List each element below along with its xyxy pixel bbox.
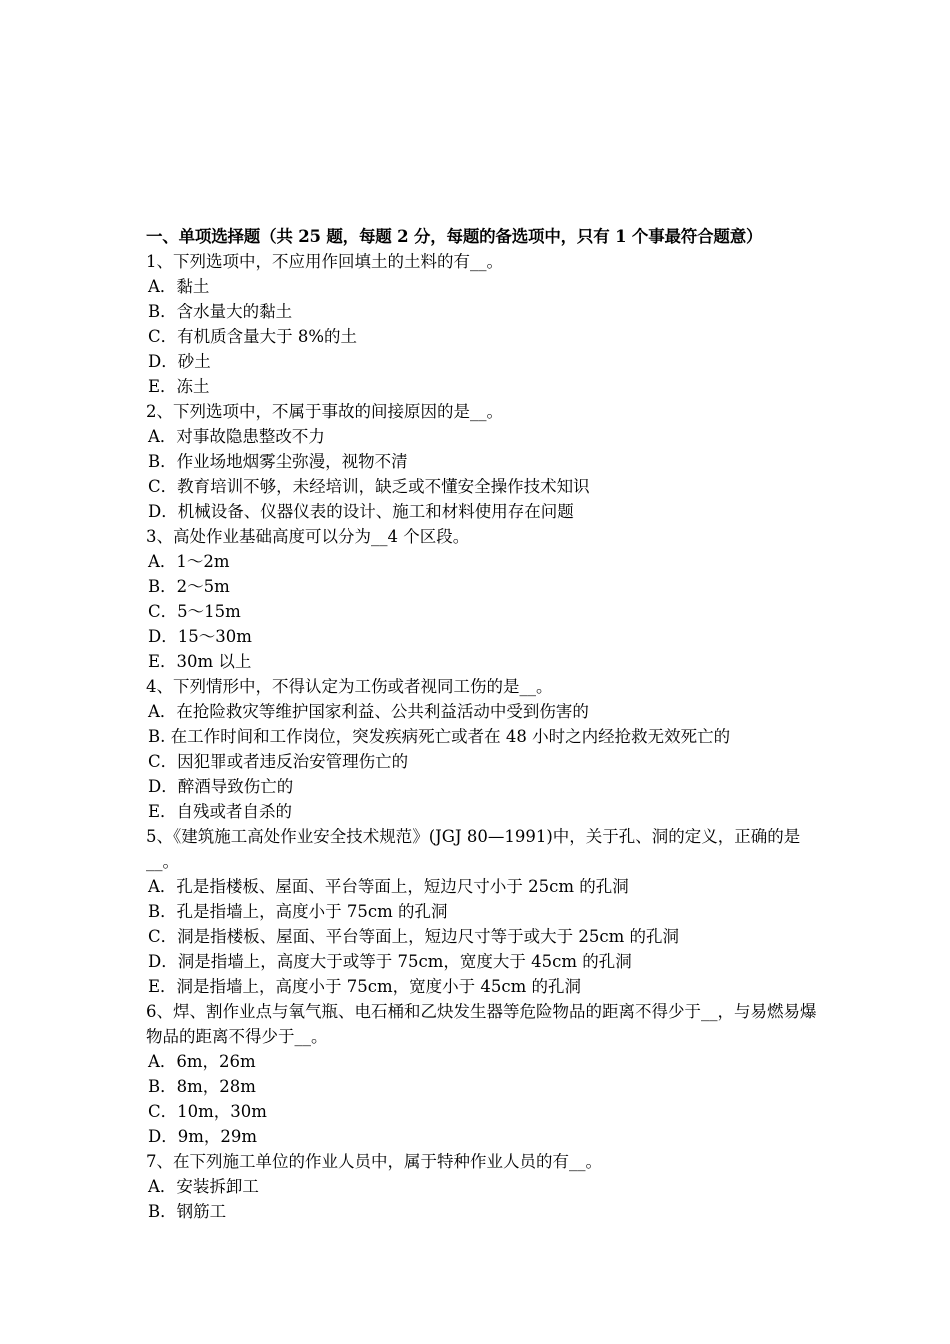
option: D．醉酒导致伤亡的 — [148, 777, 294, 796]
option: A．安装拆卸工 — [148, 1177, 259, 1196]
question-1 — [146, 249, 826, 399]
option: D．机械设备、仪器仪表的设计、施工和材料使用存在问题 — [148, 502, 574, 521]
option: A．孔是指楼板、屋面、平台等面上，短边尺寸小于 25cm 的孔洞 — [148, 877, 629, 896]
question-7 — [146, 1149, 826, 1224]
option: B．2～5m — [148, 577, 230, 596]
option: C．因犯罪或者违反治安管理伤亡的 — [148, 752, 409, 771]
option: E．30m 以上 — [148, 652, 252, 671]
question-stem: 3、高处作业基础高度可以分为__4 个区段。 — [146, 527, 470, 546]
option: B．含水量大的黏土 — [148, 302, 293, 321]
option: B. 在工作时间和工作岗位，突发疾病死亡或者在 48 小时之内经抢救无效死亡的 — [148, 727, 731, 746]
option: B．孔是指墙上，高度小于 75cm 的孔洞 — [148, 902, 448, 921]
option: B．钢筋工 — [148, 1202, 227, 1221]
question-3 — [146, 524, 826, 674]
question-4 — [146, 674, 826, 824]
option: A．6m，26m — [148, 1052, 256, 1071]
option: E．洞是指墙上，高度小于 75cm，宽度小于 45cm 的孔洞 — [148, 977, 582, 996]
option: D．15～30m — [148, 627, 252, 646]
option: C．10m，30m — [148, 1102, 267, 1121]
option: D．砂土 — [148, 352, 211, 371]
question-stem: 1、下列选项中，不应用作回填土的土料的有__。 — [146, 252, 503, 271]
question-stem: 2、下列选项中，不属于事故的间接原因的是__。 — [146, 402, 503, 421]
question-stem: 5、《建筑施工高处作业安全技术规范》(JGJ 80—1991)中，关于孔、洞的定义，正确的是__。 — [146, 827, 801, 871]
document-page — [146, 224, 826, 1224]
option: B．8m，28m — [148, 1077, 256, 1096]
section-title: 一、单项选择题（共 25 题，每题 2 分，每题的备选项中，只有 1 个事最符合题意） — [146, 227, 763, 246]
option: B．作业场地烟雾尘弥漫，视物不清 — [148, 452, 408, 471]
option: A．在抢险救灾等维护国家利益、公共利益活动中受到伤害的 — [148, 702, 589, 721]
option: C．有机质含量大于 8%的土 — [148, 327, 358, 346]
option: C．洞是指楼板、屋面、平台等面上，短边尺寸等于或大于 25cm 的孔洞 — [148, 927, 679, 946]
question-2 — [146, 399, 826, 524]
option: A．1～2m — [148, 552, 230, 571]
option: E．冻土 — [148, 377, 210, 396]
question-stem: 7、在下列施工单位的作业人员中，属于特种作业人员的有__。 — [146, 1152, 602, 1171]
option: C．教育培训不够，未经培训，缺乏或不懂安全操作技术知识 — [148, 477, 590, 496]
option: A．黏土 — [148, 277, 210, 296]
option: D．洞是指墙上，高度大于或等于 75cm，宽度大于 45cm 的孔洞 — [148, 952, 632, 971]
option: A．对事故隐患整改不力 — [148, 427, 325, 446]
question-6 — [146, 999, 826, 1149]
question-stem: 6、焊、割作业点与氧气瓶、电石桶和乙炔发生器等危险物品的距离不得少于__，与易燃易爆物品的距离不得少于__。 — [146, 1002, 817, 1046]
option: C．5～15m — [148, 602, 241, 621]
question-stem: 4、下列情形中，不得认定为工伤或者视同工伤的是__。 — [146, 677, 553, 696]
option: D．9m，29m — [148, 1127, 258, 1146]
option: E．自残或者自杀的 — [148, 802, 293, 821]
question-5 — [146, 824, 826, 999]
